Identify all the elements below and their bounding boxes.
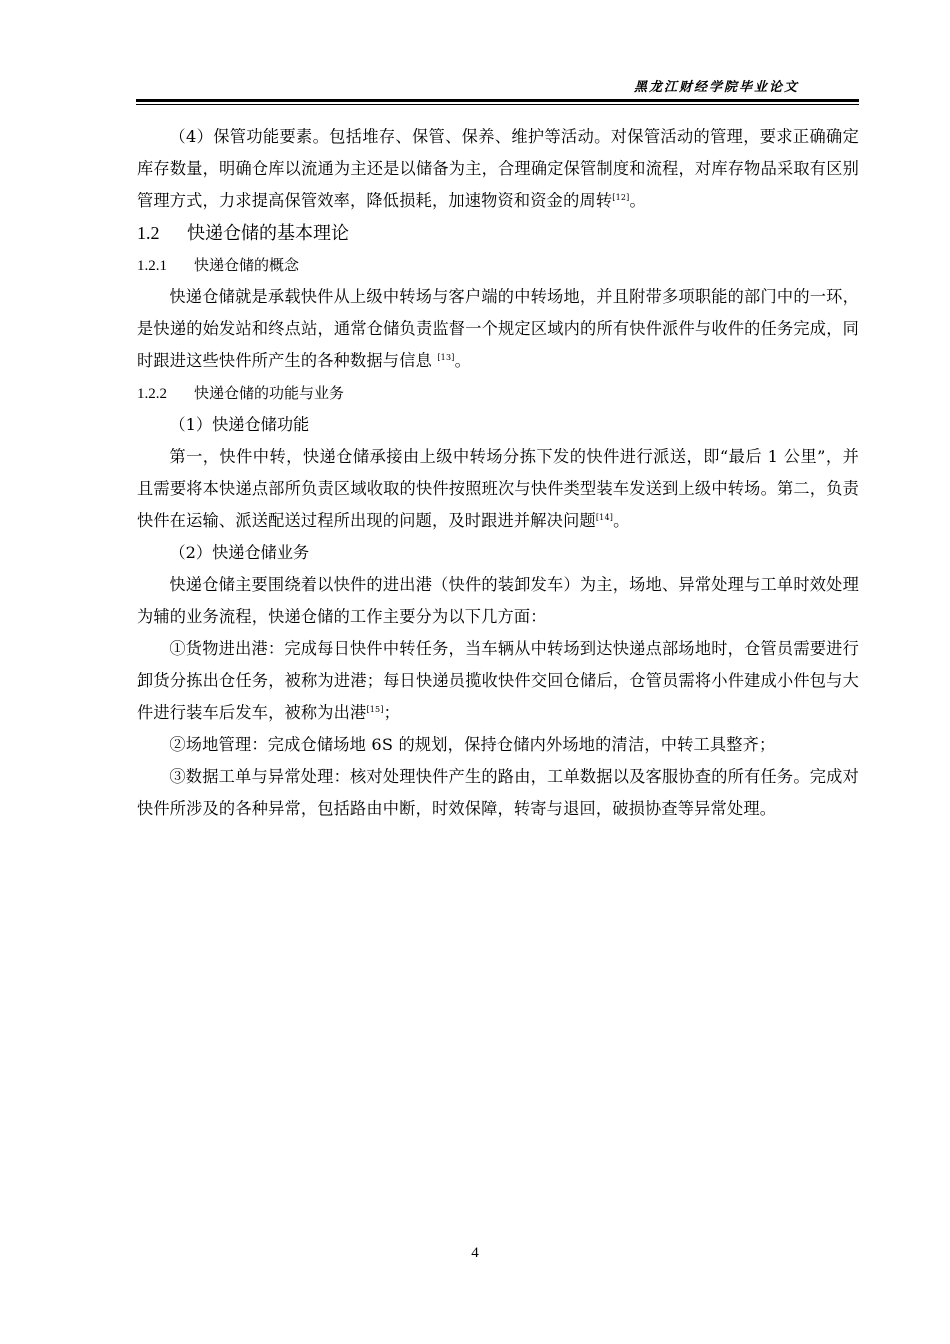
subheading-function: （1）快递仓储功能 (169, 415, 310, 434)
page-number: 4 (471, 1245, 479, 1261)
citation-ref: [15] (366, 705, 384, 714)
section-number: 1.2.2 (137, 386, 167, 402)
section-number: 1.2 (137, 223, 160, 243)
header-rule-thick (136, 99, 859, 102)
section-title: 快递仓储的概念 (194, 256, 300, 274)
subheading-business: （2）快递仓储业务 (169, 543, 310, 562)
header-rule-thin (136, 104, 859, 105)
paragraph-site-management: ②场地管理：完成仓储场地 6S 的规划，保持仓储内外场地的清洁，中转工具整齐； (169, 735, 776, 754)
section-title: 快递仓储的基本理论 (187, 223, 349, 244)
section-number: 1.2.1 (137, 258, 167, 274)
paragraph-function: 第一，快件中转，快递仓储承接由上级中转场分拣下发的快件进行派送，即“最后 1 公里”，并且需要将本快递点部所负责区域收取的快件按照班次与快件类型装车发送到上级中转场。第二，负责快件在运输、派送配送过程所出现的问题，及时跟进并解决问题[14]。 (137, 447, 859, 530)
paragraph-goods-in-out: ①货物进出港：完成每日快件中转任务，当车辆从中转场到达快递点部场地时，仓管员需要进行卸货分拣出仓任务，被称为进港；每日快递员揽收快件交回仓储后，仓管员需将小件建成小件包与大件进行装车后发车，被称为出港[15]； (137, 639, 859, 722)
page-header-title: 黑龙江财经学院毕业论文 (633, 80, 799, 95)
paragraph-business: 快递仓储主要围绕着以快件的进出港（快件的装卸发车）为主，场地、异常处理与工单时效处理为辅的业务流程，快递仓储的工作主要分为以下几方面： (137, 575, 859, 626)
citation-ref: [13] (437, 353, 455, 362)
citation-ref: [12] (612, 193, 630, 202)
section-heading-1-2-2 (137, 377, 859, 409)
section-heading-1-2-1 (137, 249, 859, 281)
section-heading-1-2 (137, 217, 859, 249)
section-title: 快递仓储的功能与业务 (194, 384, 345, 402)
page-content (137, 121, 859, 825)
citation-ref: [14] (595, 513, 614, 522)
paragraph-concept: 快递仓储就是承载快件从上级中转场与客户端的中转场地，并且附带多项职能的部门中的一环，是快递的始发站和终点站，通常仓储负责监督一个规定区域内的所有快件派件与收件的任务完成，同时跟进这些快件所产生的各种数据与信息 [13]。 (137, 287, 859, 370)
paragraph-data-exceptions: ③数据工单与异常处理：核对处理快件产生的路由，工单数据以及客服协查的所有任务。完成对快件所涉及的各种异常，包括路由中断，时效保障，转寄与退回，破损协查等异常处理。 (137, 767, 859, 818)
paragraph-storage-elements: （4）保管功能要素。包括堆存、保管、保养、维护等活动。对保管活动的管理，要求正确确定库存数量，明确仓库以流通为主还是以储备为主，合理确定保管制度和流程，对库存物品采取有区别管理方式，力求提高保管效率，降低损耗，加速物资和资金的周转[12]。 (137, 127, 859, 210)
